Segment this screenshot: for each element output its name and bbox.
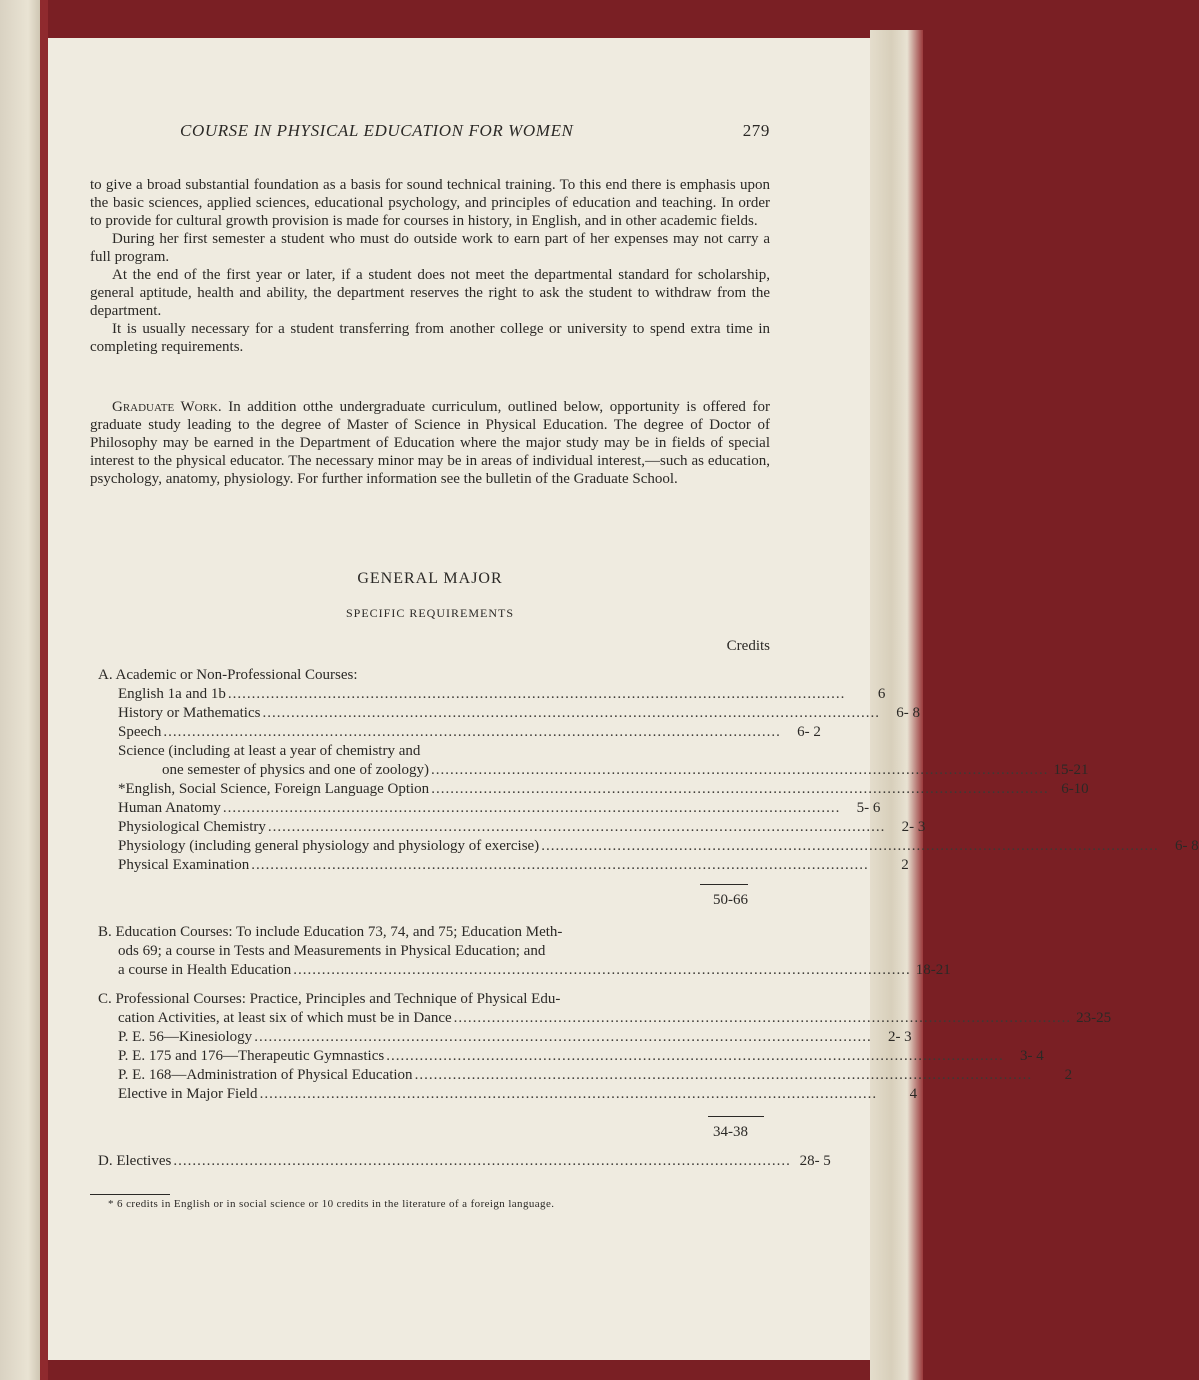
credit-row: P. E. 175 and 176—Therapeutic Gymnastics .................................................................................................................................. 3- 4 [118, 1048, 1044, 1064]
binding-edge [40, 0, 48, 1380]
graduate-work-heading: Graduate Work. [112, 399, 222, 415]
credit-row: Physiology (including general physiology and physiology of exercise) .................................................................................................................................. 6- 8 [118, 838, 1199, 854]
credit-row: P. E. 56—Kinesiology .................................................................................................................................. 2- 3 [118, 1029, 912, 1045]
paragraph: At the end of the first year or later, if a student does not meet the departmental standard for scholarship, general aptitude, health and ability, the department reserves the right to ask the student to withdraw from the department. [90, 267, 770, 319]
graduate-work-paragraph [90, 398, 770, 488]
credit-row: Elective in Major Field .................................................................................................................................. 4 [118, 1086, 918, 1102]
credit-row: P. E. 168—Administration of Physical Education .................................................................................................................................. 2 [118, 1067, 1073, 1083]
section-subtitle: SPECIFIC REQUIREMENTS [345, 606, 515, 620]
adjacent-page-edge [0, 0, 40, 1380]
paragraph: During her first semester a student who must do outside work to earn part of her expenses may not carry a full program. [90, 231, 770, 265]
credit-row: Speech .................................................................................................................................. 6- 2 [118, 724, 821, 740]
footnote-rule [90, 1194, 170, 1195]
running-title: COURSE IN PHYSICAL EDUCATION FOR WOMEN [180, 121, 574, 140]
credit-row: History or Mathematics .................................................................................................................................. 6- 8 [118, 705, 920, 721]
section-c-subtotal: 34-38 [713, 1124, 748, 1140]
credit-row: one semester of physics and one of zoology) .................................................................................................................................. 15-21 [162, 762, 1089, 778]
section-b-line: ods 69; a course in Tests and Measurements in Physical Education; and [118, 943, 546, 959]
credit-row: D. Electives .................................................................................................................................. 28- 5 [98, 1153, 831, 1169]
credit-row: Human Anatomy .................................................................................................................................. 5- 6 [118, 800, 881, 816]
credit-row: Physical Examination .................................................................................................................................. 2 [118, 857, 909, 873]
section-a-heading: A. Academic or Non-Professional Courses: [98, 667, 358, 683]
section-title: GENERAL MAJOR [357, 570, 503, 587]
credit-row: English 1a and 1b .................................................................................................................................. 6 [118, 686, 886, 702]
intro-text [90, 176, 770, 356]
credit-row: Physiological Chemistry .................................................................................................................................. 2- 3 [118, 819, 926, 835]
credit-row: cation Activities, at least six of which must be in Dance .................................................................................................................................. 23-25 [118, 1010, 1112, 1026]
section-b-line: B. Education Courses: To include Education 73, 74, and 75; Education Meth- [98, 924, 563, 940]
running-header [170, 121, 770, 143]
paragraph: to give a broad substantial foundation as a basis for sound technical training. To this end there is emphasis upon the basic sciences, applied sciences, educational psychology, and principles of education and teaching. In order to provide for cultural growth provision is made for courses in history, in English, and in other academic fields. [90, 177, 770, 229]
paragraph: It is usually necessary for a student transferring from another college or university to spend extra time in completing requirements. [90, 321, 770, 355]
science-line: Science (including at least a year of chemistry and [118, 743, 421, 759]
subtotal-rule [700, 884, 748, 885]
section-a-subtotal: 50-66 [713, 892, 748, 908]
page-number: 279 [742, 121, 770, 140]
section-c-line: C. Professional Courses: Practice, Principles and Technique of Physical Edu- [98, 991, 561, 1007]
credits-column-header: Credits [726, 638, 770, 654]
graduate-work-text: In addition otthe undergraduate curriculum, outlined below, opportunity is offered for graduate study leading to the degree of Master of Science in Physical Education. The degree of Doctor of Philosophy may be earned in the Department of Education where the major study may be in fields of special interest to the physical educator. The necessary minor may be in areas of individual interest,—such as education, psychology, anatomy, physiology. For further information see the bulletin of the Graduate School. [90, 399, 770, 487]
credit-row: a course in Health Education .................................................................................................................................. 18-21 [118, 962, 951, 978]
footnote: * 6 credits in English or in social science or 10 credits in the literature of a foreign language. [108, 1198, 555, 1210]
subtotal-rule [708, 1116, 764, 1117]
credit-row: *English, Social Science, Foreign Language Option .................................................................................................................................. 6-10 [118, 781, 1089, 797]
page [48, 38, 1199, 1360]
